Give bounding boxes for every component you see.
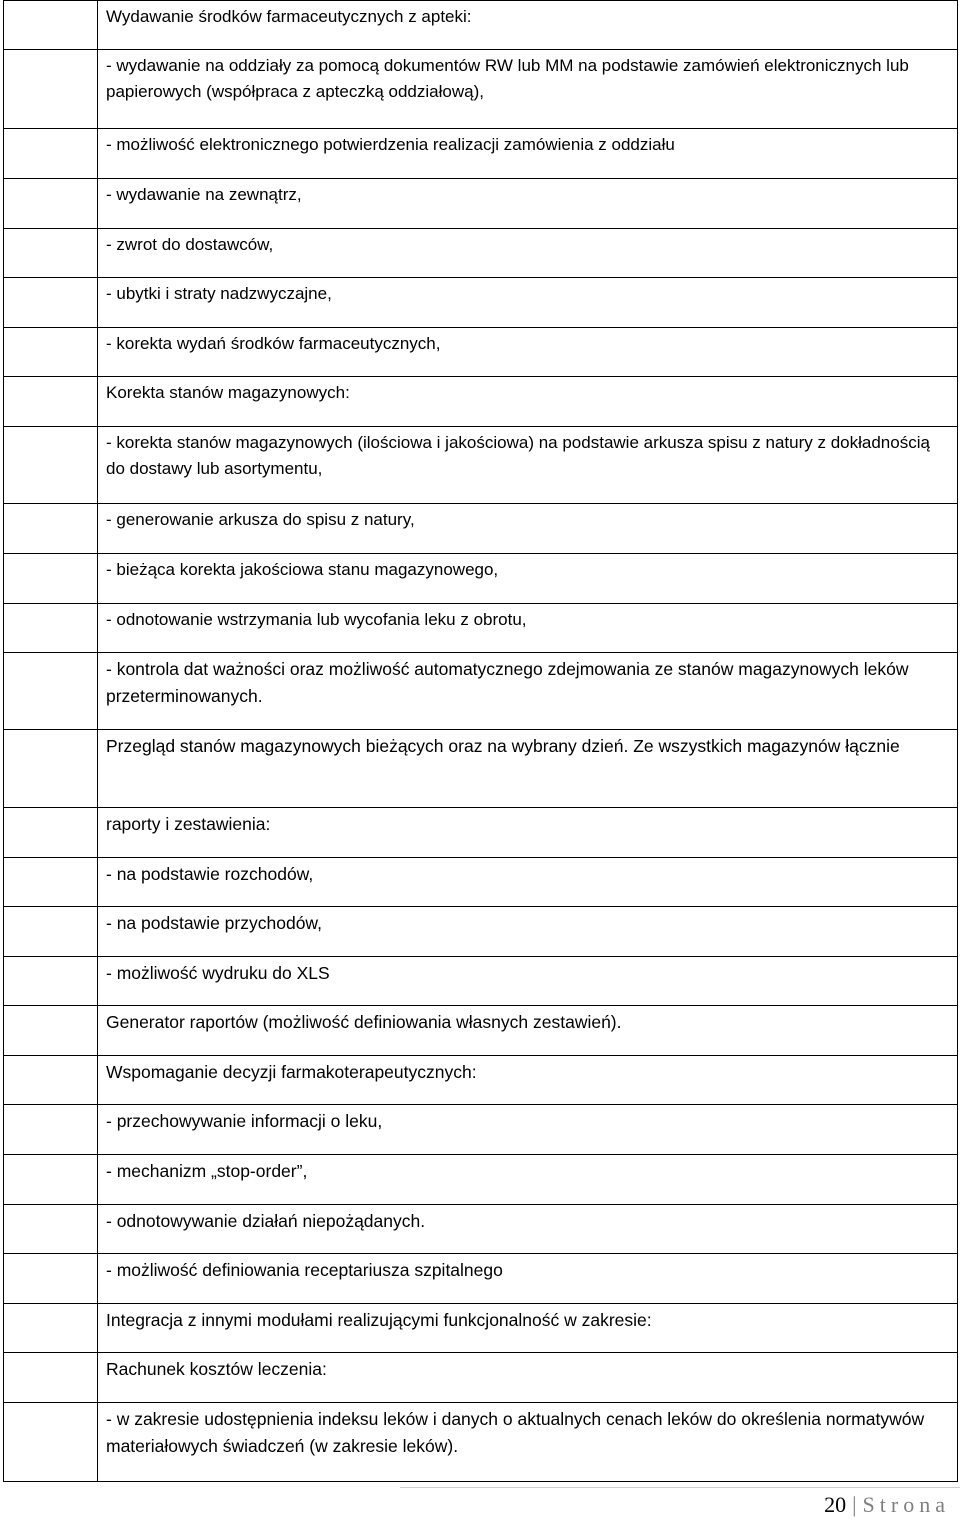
row-description-text: - kontrola dat ważności oraz możliwość automatycznego zdejmowania ze stanów magazynowych leków przeterminowanych. <box>106 659 909 706</box>
table-row <box>4 1353 958 1403</box>
row-description-cell <box>98 1403 958 1482</box>
table-row <box>4 730 958 808</box>
row-number-cell <box>4 278 98 328</box>
table-row <box>4 129 958 179</box>
row-description-cell <box>98 1205 958 1254</box>
row-description-text: - możliwość wydruku do XLS <box>106 963 330 983</box>
table-row <box>4 179 958 229</box>
row-description-text: - odnotowywanie działań niepożądanych. <box>106 1211 426 1231</box>
row-description-cell <box>98 730 958 808</box>
row-number-cell <box>4 1254 98 1304</box>
row-description-cell <box>98 907 958 957</box>
row-description-text: - ubytki i straty nadzwyczajne, <box>106 284 332 303</box>
row-description-text: Przegląd stanów magazynowych bieżących oraz na wybrany dzień. Ze wszystkich magazynów łącznie <box>106 736 900 756</box>
row-number-cell <box>4 1403 98 1482</box>
row-number-cell <box>4 1155 98 1205</box>
row-number-cell <box>4 653 98 730</box>
row-description-cell <box>98 1155 958 1205</box>
footer-separator: | <box>852 1492 857 1517</box>
row-description-cell <box>98 1056 958 1105</box>
row-description-text: - możliwość elektronicznego potwierdzenia realizacji zamówienia z oddziału <box>106 135 675 154</box>
table-row <box>4 229 958 278</box>
row-description-cell <box>98 1304 958 1353</box>
row-number-cell <box>4 554 98 604</box>
table-row <box>4 1304 958 1353</box>
row-description-text: - na podstawie rozchodów, <box>106 864 314 884</box>
page-footer <box>450 1490 950 1520</box>
row-description-text: Korekta stanów magazynowych: <box>106 383 350 402</box>
row-description-text: - korekta stanów magazynowych (ilościowa i jakościowa) na podstawie arkusza spisu z natury z dokładnością do dostawy lub asortymentu, <box>106 433 930 478</box>
table-row <box>4 1 958 50</box>
row-description-cell <box>98 129 958 179</box>
row-description-cell <box>98 427 958 504</box>
row-number-cell <box>4 957 98 1006</box>
row-number-cell <box>4 730 98 808</box>
row-description-cell <box>98 858 958 907</box>
row-description-text: - generowanie arkusza do spisu z natury, <box>106 510 415 529</box>
row-description-cell <box>98 1353 958 1403</box>
row-description-text: Integracja z innymi modułami realizującymi funkcjonalność w zakresie: <box>106 1310 652 1330</box>
row-description-text: Generator raportów (możliwość definiowania własnych zestawień). <box>106 1012 622 1032</box>
row-description-text: - przechowywanie informacji o leku, <box>106 1111 383 1131</box>
row-description-cell <box>98 504 958 554</box>
row-description-text: - mechanizm „stop-order”, <box>106 1161 308 1181</box>
table-row <box>4 653 958 730</box>
row-description-cell <box>98 1 958 50</box>
row-number-cell <box>4 604 98 653</box>
row-description-text: - wydawanie na oddziały za pomocą dokumentów RW lub MM na podstawie zamówień elektronicznych lub papierowych (współpraca z apteczką oddziałową), <box>106 56 909 101</box>
row-description-cell <box>98 1105 958 1155</box>
table-row <box>4 1056 958 1105</box>
row-number-cell <box>4 1304 98 1353</box>
row-description-cell <box>98 808 958 858</box>
row-number-cell <box>4 50 98 129</box>
table-row <box>4 808 958 858</box>
row-description-text: - korekta wydań środków farmaceutycznych, <box>106 334 441 353</box>
table-row <box>4 50 958 129</box>
row-description-text: - w zakresie udostępnienia indeksu leków i danych o aktualnych cenach leków do określenia normatywów materiałowych świadczeń (w zakresie leków). <box>106 1409 925 1456</box>
row-description-cell <box>98 328 958 377</box>
row-number-cell <box>4 808 98 858</box>
row-description-cell <box>98 377 958 427</box>
table-row <box>4 1403 958 1482</box>
table-row <box>4 1205 958 1254</box>
row-number-cell <box>4 1205 98 1254</box>
table-body <box>4 1 958 1482</box>
row-number-cell <box>4 229 98 278</box>
table-row <box>4 278 958 328</box>
table-row <box>4 1105 958 1155</box>
row-description-text: - na podstawie przychodów, <box>106 913 322 933</box>
row-description-text: - zwrot do dostawców, <box>106 235 274 254</box>
row-number-cell <box>4 1056 98 1105</box>
table-row <box>4 1254 958 1304</box>
row-description-text: - wydawanie na zewnątrz, <box>106 185 302 204</box>
row-description-cell <box>98 50 958 129</box>
table-row <box>4 427 958 504</box>
row-number-cell <box>4 858 98 907</box>
row-number-cell <box>4 504 98 554</box>
row-description-cell <box>98 957 958 1006</box>
table-row <box>4 377 958 427</box>
row-description-text: Wspomaganie decyzji farmakoterapeutycznych: <box>106 1062 477 1082</box>
requirements-table <box>3 0 958 1482</box>
row-number-cell <box>4 1006 98 1056</box>
row-number-cell <box>4 328 98 377</box>
row-description-text: raporty i zestawienia: <box>106 814 271 834</box>
table-row <box>4 1006 958 1056</box>
table-row <box>4 604 958 653</box>
row-number-cell <box>4 377 98 427</box>
row-description-cell <box>98 653 958 730</box>
row-number-cell <box>4 1353 98 1403</box>
page-number: 20 <box>824 1492 847 1517</box>
row-number-cell <box>4 179 98 229</box>
row-description-cell <box>98 1254 958 1304</box>
row-description-cell <box>98 554 958 604</box>
row-number-cell <box>4 1 98 50</box>
table-row <box>4 1155 958 1205</box>
row-description-text: - możliwość definiowania receptariusza szpitalnego <box>106 1260 503 1280</box>
footer-divider <box>400 1487 960 1488</box>
table-row <box>4 957 958 1006</box>
row-number-cell <box>4 907 98 957</box>
row-description-cell <box>98 278 958 328</box>
row-description-text: - bieżąca korekta jakościowa stanu magazynowego, <box>106 560 499 579</box>
row-description-text: Wydawanie środków farmaceutycznych z apteki: <box>106 7 472 26</box>
table-row <box>4 907 958 957</box>
table-row <box>4 504 958 554</box>
table-row <box>4 858 958 907</box>
row-description-cell <box>98 604 958 653</box>
row-number-cell <box>4 1105 98 1155</box>
table-row <box>4 328 958 377</box>
row-number-cell <box>4 427 98 504</box>
row-description-cell <box>98 1006 958 1056</box>
row-description-text: Rachunek kosztów leczenia: <box>106 1359 327 1379</box>
page-label: Strona <box>862 1492 950 1517</box>
row-number-cell <box>4 129 98 179</box>
row-description-cell <box>98 229 958 278</box>
row-description-text: - odnotowanie wstrzymania lub wycofania leku z obrotu, <box>106 610 527 629</box>
table-row <box>4 554 958 604</box>
row-description-cell <box>98 179 958 229</box>
